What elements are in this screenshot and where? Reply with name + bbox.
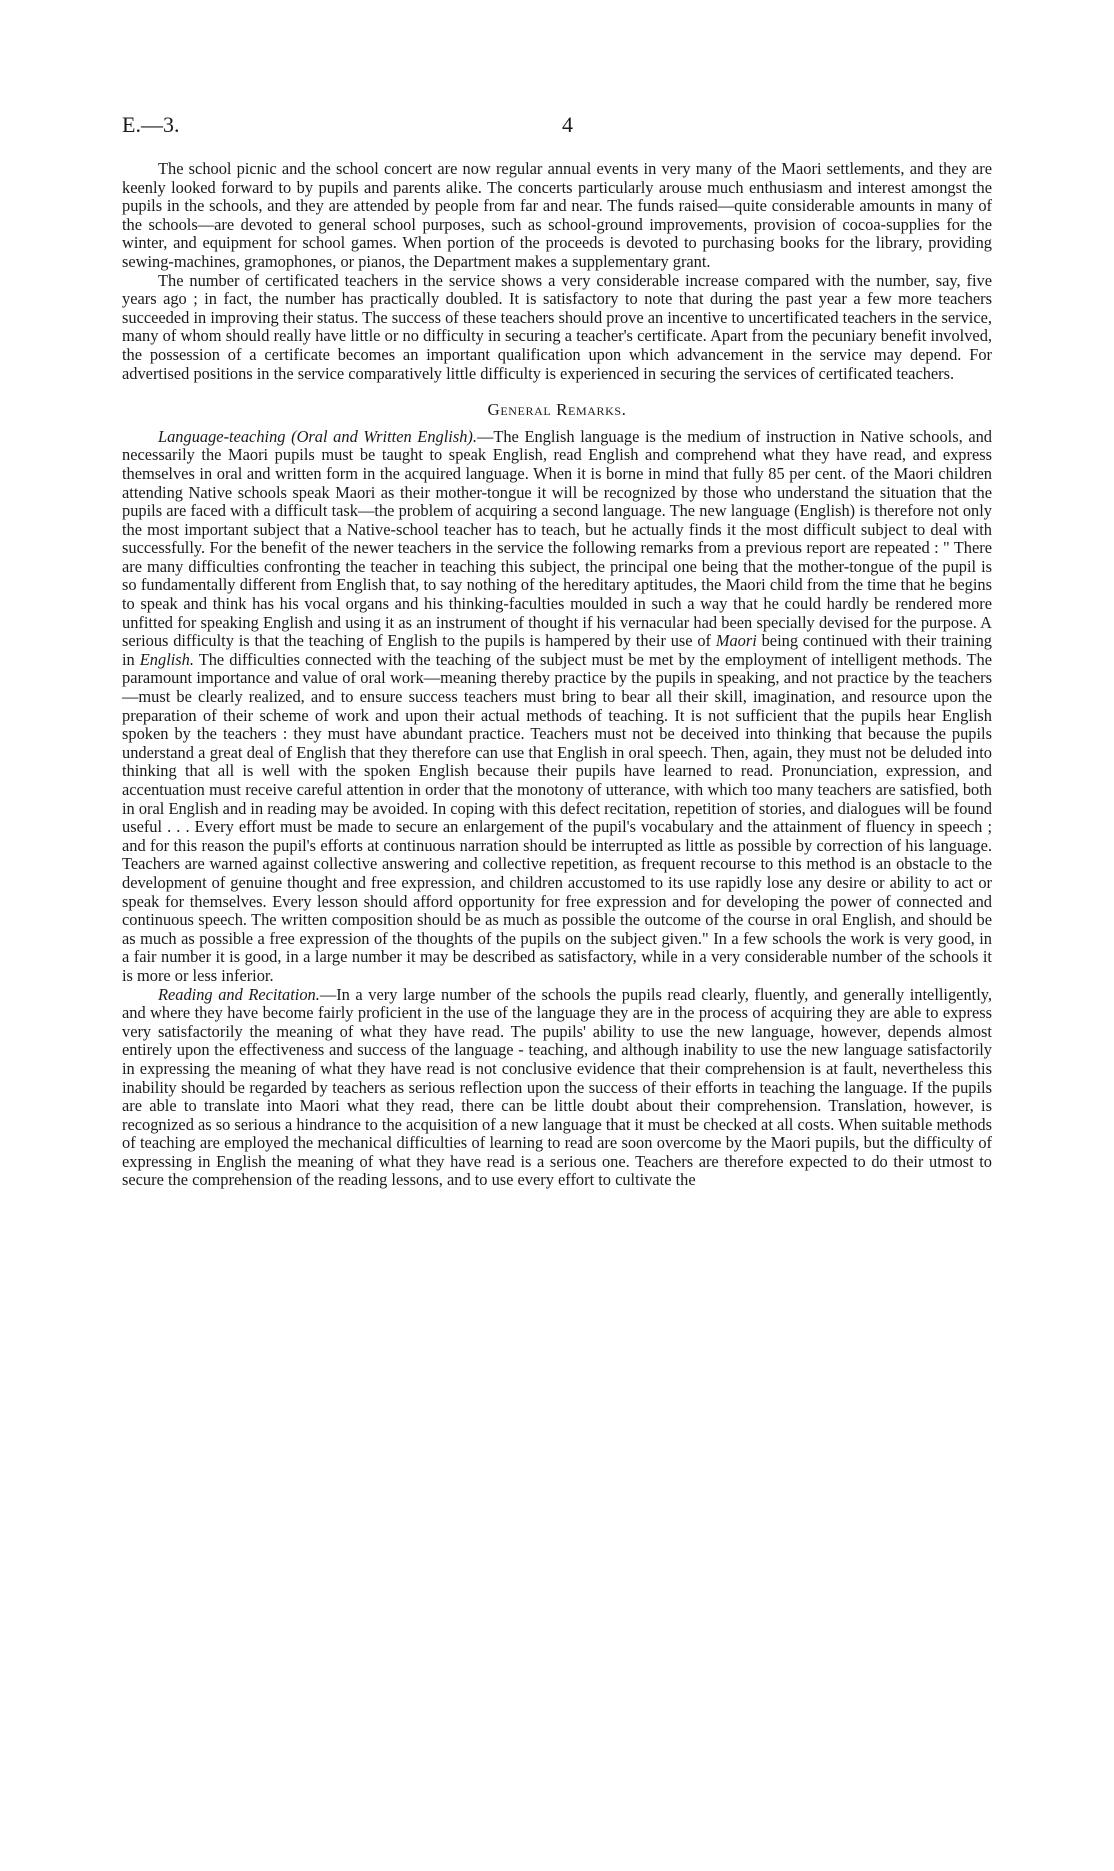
page-number: 4 [562, 112, 573, 137]
language-teaching-text-2: being continued with their training in [122, 631, 992, 669]
language-teaching-text-3: The difficulties connected with the teaching of the subject must be met by the employment of intelligent methods. The paramount importance and value of oral work—meaning thereby practice by the pupils in speaking, and not practice by the teachers—must be clearly realized, and to ensure success teachers must bring to bear all their skill, imagination, and resource upon the preparation of their scheme of work and upon their actual methods of teaching. It is not sufficient that the pupils hear English spoken by the teachers : they must have abundant practice. Teachers must not be deceived into thinking that because the pupils understand a great deal of English that they therefore can use that English in oral speech. Then, again, they must not be deluded into thinking that all is well with the spoken English because their pupils have learned to read. Pronunciation, expression, and accentuation must receive careful attention in order that the monotony of utterance, with which too many teachers are satisfied, both in oral English and in reading may be avoided. In coping with this defect recitation, repetition of stories, and dialogues will be found useful . . . Every effort must be made to secure an enlargement of the pupil's vocabulary and the attainment of fluency in speech ; and for this reason the pupil's efforts at continuous narration should be interrupted as little as possible by correction of his language. Teachers are warned against collective answering and collective repetition, as frequent recourse to this method is an obstacle to the development of genuine thought and free expression, and children accustomed to its use rapidly lose any desire or ability to act or speak for themselves. Every lesson should afford opportunity for free expression and for developing the power of connected and continuous speech. The written composition should be as much as possible the outcome of the course in oral English, and should be as much as possible a free expression of the thoughts of the pupils on the subject given." In a few schools the work is very good, in a fair number it is good, in a large number it may be described as satisfactory, while in a very considerable number of the schools it is more or less inferior. [122, 649, 992, 985]
paragraph-certificated-teachers: The number of certificated teachers in the service shows a very considerable increase compared with the number, say, five years ago ; in fact, the number has practically doubled. It is satisfactory to note that during the past year a few more teachers succeeded in improving their status. The success of these teachers should prove an incentive to uncertificated teachers in the service, many of whom should really have little or no difficulty in securing a teacher's certificate. Apart from the pecuniary benefit involved, the possession of a certificate becomes an important qualification upon which advancement in the service may depend. For advertised positions in the service comparatively little difficulty is experienced in securing the services of certificated teachers. [122, 270, 992, 383]
language-teaching-italic-english: English. [139, 649, 194, 669]
document-reference: E.—3. [122, 112, 180, 137]
reading-recitation-title: Reading and Recitation. [158, 984, 320, 1004]
reading-recitation-text: —In a very large number of the schools the pupils read clearly, fluently, and generally intelligently, and where they have become fairly proficient in the use of the language they are in the process of acquiring they are able to express very satisfactorily the meaning of what they have read. The pupils' ability to use the new language, however, depends almost entirely upon the effectiveness and success of the language - teaching, and although inability to use the new language satisfactorily in expressing the meaning of what they have read is not conclusive evidence that their comprehension is at fault, nevertheless this inability should be regarded by teachers as serious reflection upon the success of their efforts in teaching the language. If the pupils are able to translate into Maori what they read, there can be little doubt about their comprehension. Translation, however, is recognized as so serious a hindrance to the acquisition of a new language that it must be checked at all costs. When suitable methods of teaching are employed the mechanical difficulties of learning to read are soon overcome by the Maori pupils, but the difficulty of expressing in English the meaning of what they have read is a serious one. Teachers are therefore expected to do their utmost to secure the comprehension of the reading lessons, and to use every effort to cultivate the [122, 984, 992, 1190]
page-header [122, 112, 992, 142]
language-teaching-text-1: —The English language is the medium of instruction in Native schools, and necessarily the Maori pupils must be taught to speak English, read English and comprehend what they have read, and express themselves in oral and written form in the acquired language. When it is borne in mind that fully 85 per cent. of the Maori children attending Native schools speak Maori as their mother-tongue it will be recognized by those who understand the situation that the pupils are faced with a difficult task—the problem of acquiring a second language. The new language (English) is therefore not only the most important subject that a Native-school teacher has to teach, but he actually finds it the most difficult subject to deal with successfully. For the benefit of the newer teachers in the service the following remarks from a previous report are repeated : " There are many difficulties confronting the teacher in teaching this subject, the principal one being that the mother-tongue of the pupil is so fundamentally different from English that, to say nothing of the hereditary aptitudes, the Maori child from the time that he begins to speak and think has his vocal organs and his thinking-faculties moulded in such a way that he could hardly be rendered more unfitted for speaking English and using it as an instrument of thought if his vernacular had been specially devised for the purpose. A serious difficulty is that the teaching of English to the pupils is hampered by their use of [122, 426, 992, 651]
language-teaching-title: Language-teaching (Oral and Written English). [158, 426, 477, 446]
page-body [122, 160, 992, 1190]
section-heading: General Remarks. [487, 400, 627, 420]
language-teaching-italic-maori: Maori [715, 631, 757, 651]
paragraph-picnic-concert: The school picnic and the school concert are now regular annual events in very many of the Maori settlements, and they are keenly looked forward to by pupils and parents alike. The concerts particularly arouse much enthusiasm and interest amongst the pupils in the schools, and they are attended by people from far and near. The funds raised—quite considerable amounts in many of the schools—are devoted to general school purposes, such as school-ground improvements, provision of cocoa-supplies for the winter, and equipment for school games. When portion of the proceeds is devoted to purchasing books for the library, providing sewing-machines, gramophones, or pianos, the Department makes a supplementary grant. [122, 159, 992, 271]
paragraph-language-teaching [122, 428, 992, 986]
paragraph-reading-recitation [122, 986, 992, 1191]
